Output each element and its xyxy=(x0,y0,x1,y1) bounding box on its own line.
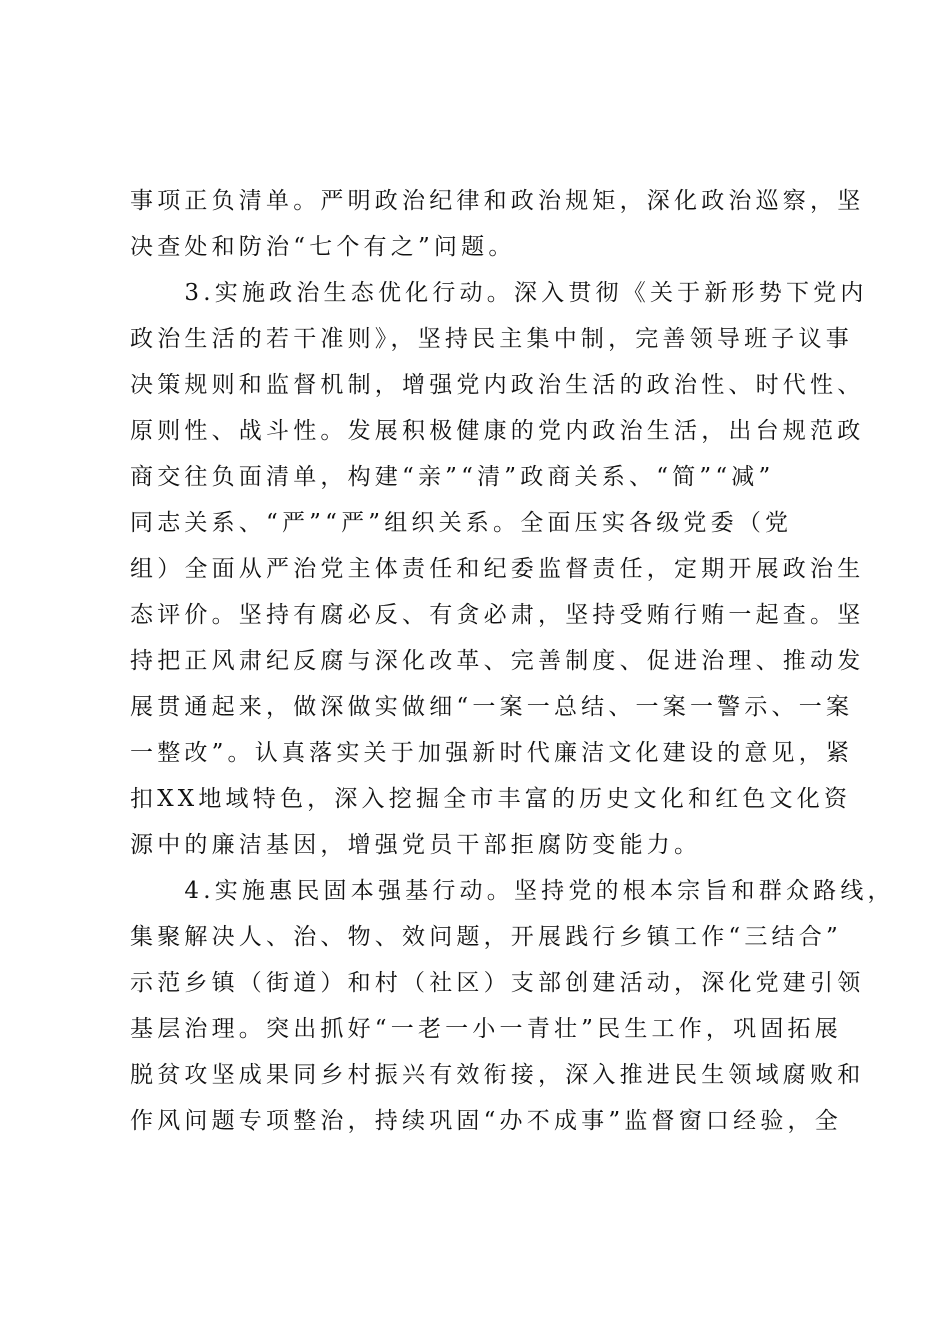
text-line: 事项正负清单。严明政治纪律和政治规矩，深化政治巡察，坚 xyxy=(130,188,865,214)
text-line: 一整改”。认真落实关于加强新时代廉洁文化建设的意见，紧 xyxy=(130,740,854,766)
text-line: 示范乡镇（街道）和村（社区）支部创建活动，深化党建引领 xyxy=(130,970,865,996)
text-line: 3.实施政治生态优化行动。深入贯彻《关于新形势下党内 xyxy=(130,280,868,306)
text-line: 商交往负面清单，构建“亲”“清”政商关系、“简”“减” xyxy=(130,464,775,490)
text-line: 集聚解决人、治、物、效问题，开展践行乡镇工作“三结合” xyxy=(130,924,842,950)
text-line: 组）全面从严治党主体责任和纪委监督责任，定期开展政治生 xyxy=(130,556,865,582)
paragraph-3 xyxy=(130,868,895,1144)
text-line: 持把正风肃纪反腐与深化改革、完善制度、促进治理、推动发 xyxy=(130,648,865,674)
text-line: 基层治理。突出抓好“一老一小一青壮”民生工作，巩固拓展 xyxy=(130,1016,842,1042)
text-line: 作风问题专项整治，持续巩固“办不成事”监督窗口经验，全 xyxy=(130,1108,842,1134)
text-line: 展贯通起来，做深做实做细“一案一总结、一案一警示、一案 xyxy=(130,694,854,720)
text-line: 同志关系、“严”“严”组织关系。全面压实各级党委（党 xyxy=(130,510,793,536)
paragraph-2 xyxy=(130,270,868,868)
text-line: 原则性、战斗性。发展积极健康的党内政治生活，出台规范政 xyxy=(130,418,865,444)
text-line: 脱贫攻坚成果同乡村振兴有效衔接，深入推进民生领域腐败和 xyxy=(130,1062,865,1088)
text-line: 态评价。坚持有腐必反、有贪必肃，坚持受贿行贿一起查。坚 xyxy=(130,602,865,628)
paragraph-1 xyxy=(130,178,865,270)
text-line: 政治生活的若干准则》，坚持民主集中制，完善领导班子议事 xyxy=(130,326,853,352)
text-line: 决策规则和监督机制，增强党内政治生活的政治性、时代性、 xyxy=(130,372,865,398)
text-line: 源中的廉洁基因，增强党员干部拒腐防变能力。 xyxy=(130,832,702,858)
text-line: 扣XX地域特色，深入挖掘全市丰富的历史文化和红色文化资 xyxy=(130,786,852,812)
text-line: 决查处和防治“七个有之”问题。 xyxy=(130,234,516,260)
text-line: 4.实施惠民固本强基行动。坚持党的根本宗旨和群众路线， xyxy=(130,878,895,904)
